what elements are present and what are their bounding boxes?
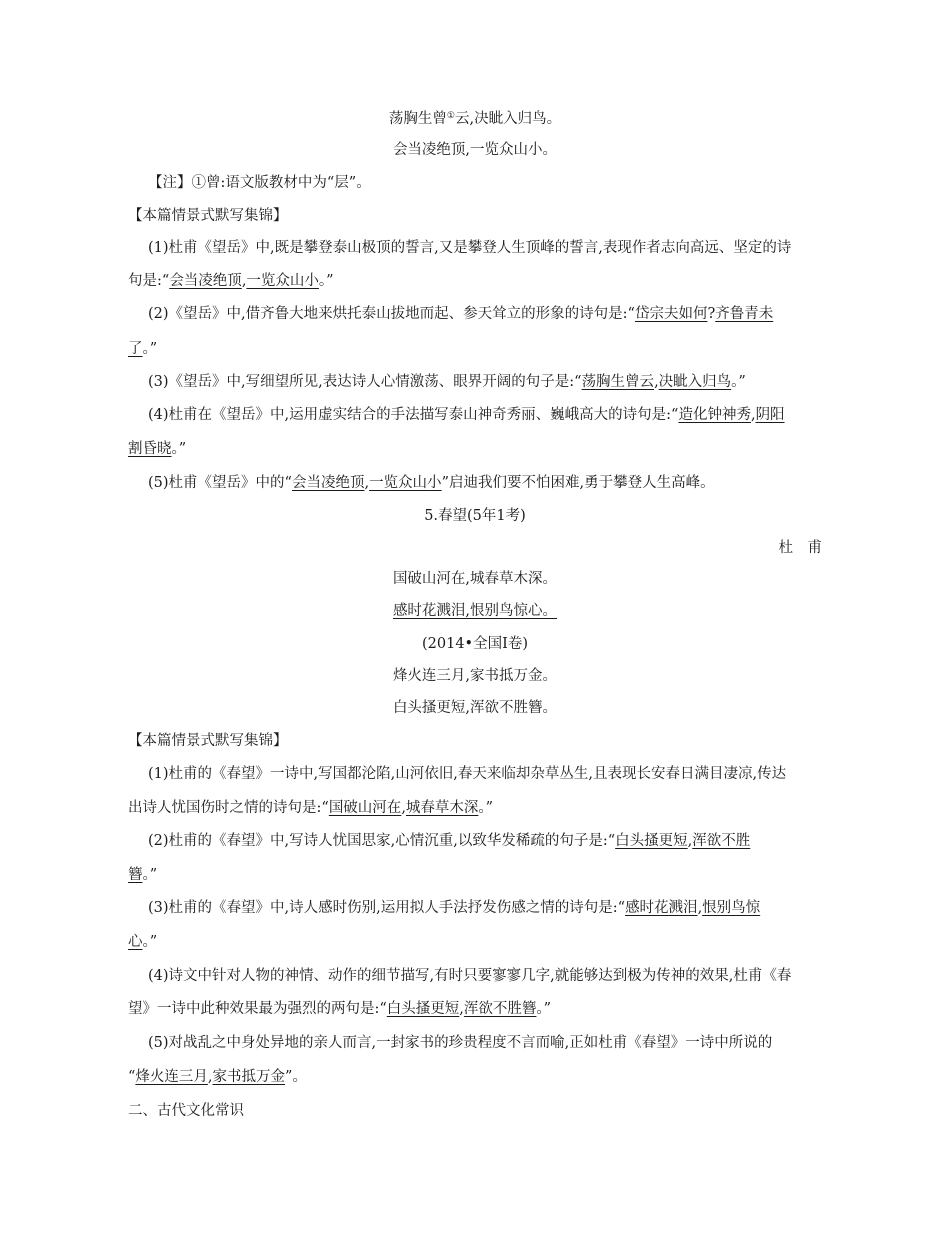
s2-q4-line1: (4)诗文中针对人物的神情、动作的细节描写,有时只要寥寥几字,就能够达到极为传神的效果,杜甫《春 [148, 968, 792, 984]
footnote-marker: ① [446, 111, 455, 121]
s1-q1-line1: (1)杜甫《望岳》中,既是攀登泰山极顶的誓言,又是攀登人生顶峰的誓言,表现作者志向高远、坚定的诗 [148, 240, 792, 256]
s2-q4-line2: 望》一诗中此种效果最为强烈的两句是:“白头搔更短,浑欲不胜簪。” [128, 1001, 552, 1017]
s1-q2-line1: (2)《望岳》中,借齐鲁大地来烘托泰山拔地而起、参天耸立的形象的诗句是:“岱宗夫如何?齐鲁青未 [148, 306, 774, 322]
poem2-line1: 国破山河在,城春草木深。 [392, 571, 558, 587]
answer: 簪 [128, 867, 143, 883]
poem2-title: 5.春望(5年1考) [424, 508, 526, 524]
answer: 浑欲不胜簪 [463, 1001, 537, 1017]
s2-q5-line2: “烽火连三月,家书抵万金”。 [128, 1069, 307, 1085]
answer: 浑欲不胜 [692, 833, 751, 849]
answer: 会当凌绝顶 [169, 273, 242, 289]
answer: 烽火连三月 [135, 1069, 208, 1085]
answer: 岱宗夫如何 [634, 306, 708, 322]
answer: 齐鲁青未 [715, 306, 774, 322]
answer: 感时花溅泪 [625, 900, 698, 916]
s2-q3-line1: (3)杜甫的《春望》中,诗人感时伤别,运用拟人手法抒发伤感之情的诗句是:“感时花溅泪,恨别鸟惊 [148, 900, 761, 916]
answer: 造化钟神秀 [678, 407, 751, 423]
poem1-line4: 会当凌绝顶,一览众山小。 [392, 142, 558, 158]
s1-q4-line2: 割昏晓。” [128, 441, 187, 457]
answer: 白头搔更短 [386, 1001, 460, 1017]
answer: 会当凌绝顶 [291, 475, 365, 491]
section2-heading: 【本篇情景式默写集锦】 [128, 733, 288, 749]
s2-q1-line2: 出诗人忧国伤时之情的诗句是:“国破山河在,城春草木深。” [128, 800, 494, 816]
s2-q2-line1: (2)杜甫的《春望》中,写诗人忧国思家,心情沉重,以致华发稀疏的句子是:“白头搔更短,浑欲不胜 [148, 833, 751, 849]
poem2-source: (2014•全国Ⅰ卷) [422, 636, 528, 652]
s2-q3-line2: 心。” [128, 934, 158, 950]
answer: 割昏晓 [128, 441, 172, 457]
poem1-line3: 荡胸生曾①云,决眦入归鸟。 [388, 111, 562, 127]
answer: 荡胸生曾云 [581, 374, 655, 390]
poem2-line3: 烽火连三月,家书抵万金。 [392, 668, 558, 684]
s1-q4-line1: (4)杜甫在《望岳》中,运用虚实结合的手法描写泰山神奇秀丽、巍峨高大的诗句是:“造化钟神秀,阴阳 [148, 407, 785, 423]
answer: 决眦入归鸟 [658, 374, 732, 390]
answer: 恨别鸟惊 [702, 900, 761, 916]
answer: 家书抵万金 [212, 1069, 286, 1085]
answer: 阴阳 [755, 407, 785, 423]
answer: 城春草木深 [405, 800, 479, 816]
poem2-line2: 感时花溅泪,恨别鸟惊心。 [392, 603, 558, 619]
footnote: 【注】①曾:语文版教材中为“层”。 [148, 175, 371, 191]
s1-q5: (5)杜甫《望岳》中的“会当凌绝顶,一览众山小”启迪我们要不怕困难,勇于攀登人生高峰。 [148, 475, 715, 491]
s2-q2-line2: 簪。” [128, 867, 158, 883]
answer: 了 [128, 341, 143, 357]
section1-heading: 【本篇情景式默写集锦】 [128, 208, 288, 224]
s2-q5-line1: (5)对战乱之中身处异地的亲人而言,一封家书的珍贵程度不言而喻,正如杜甫《春望》一诗中所说的 [148, 1035, 773, 1051]
poem2-line4: 白头搔更短,浑欲不胜簪。 [392, 700, 558, 716]
section-heading-culture: 二、古代文化常识 [128, 1103, 244, 1119]
s1-q3: (3)《望岳》中,写细望所见,表达诗人心情激荡、眼界开阔的句子是:“荡胸生曾云,决眦入归鸟。” [148, 374, 746, 390]
poem2-author: 杜 甫 [778, 540, 822, 556]
s2-q1-line1: (1)杜甫的《春望》一诗中,写国都沦陷,山河依旧,春天来临却杂草丛生,且表现长安春日满目凄凉,传达 [148, 766, 787, 782]
answer: 一览众山小 [246, 273, 319, 289]
answer: 心 [128, 934, 143, 950]
s1-q1-line2: 句是:“会当凌绝顶,一览众山小。” [128, 273, 334, 289]
s1-q2-line2: 了。” [128, 341, 158, 357]
answer: 国破山河在 [328, 800, 402, 816]
answer: 一览众山小 [369, 475, 442, 491]
answer: 白头搔更短 [615, 833, 688, 849]
